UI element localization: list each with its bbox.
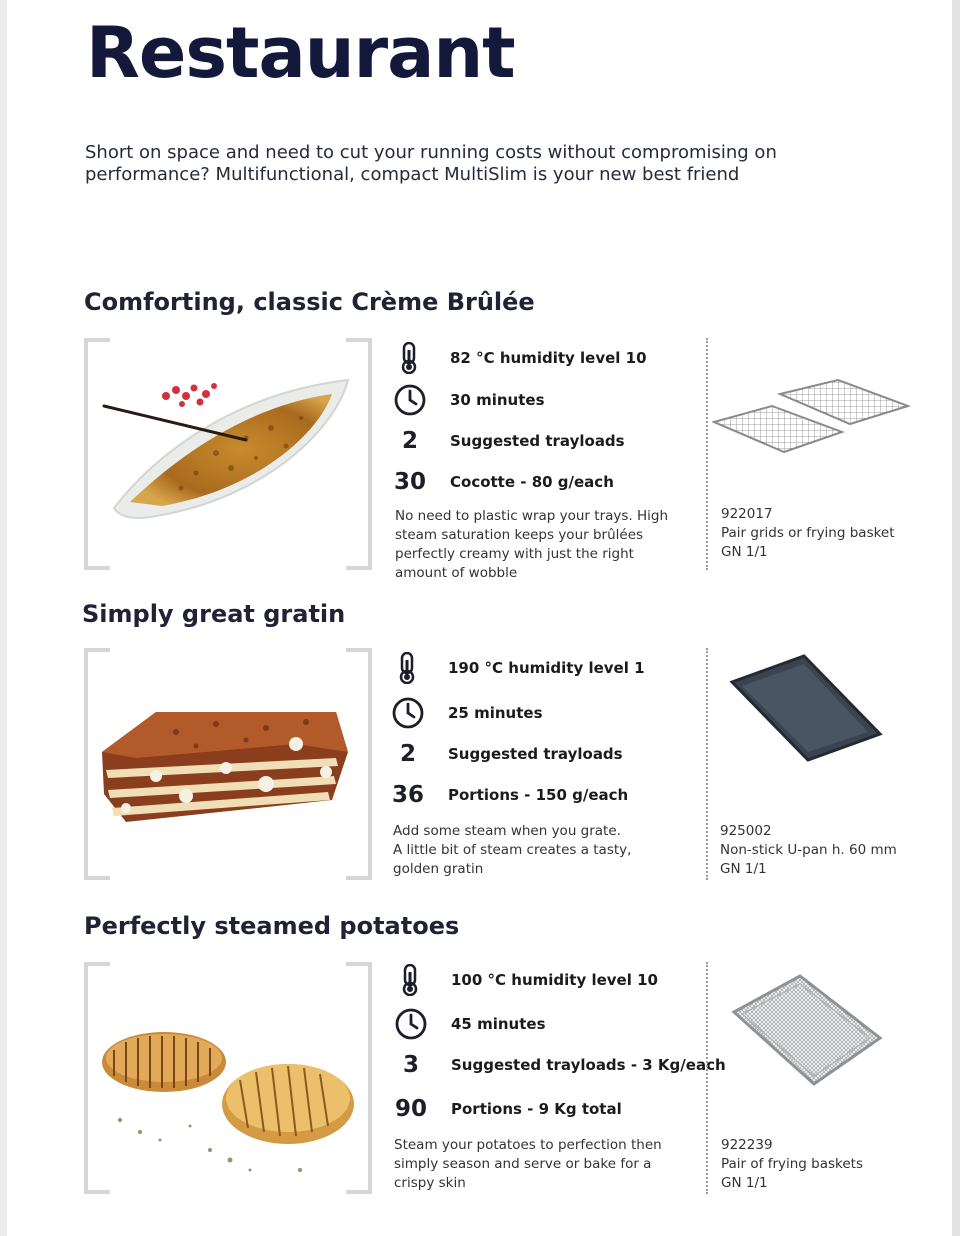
spec-time-text: 30 minutes [450,391,545,409]
spec-time-text: 25 minutes [448,704,543,722]
accessory-info [721,1136,921,1193]
page-edge-left [0,0,7,1236]
page-edge-right [952,0,960,1236]
recipe-description: No need to plastic wrap your trays. High steam saturation keeps your brûlées perfectly creamy with just the right amount of wobble [395,508,669,581]
page-title: Restaurant [86,12,515,94]
accessory-info [720,822,920,879]
spec-temperature-text: 82 °C humidity level 10 [450,349,647,367]
portions-number: 90 [394,1096,427,1122]
spec-portions-text: Cocotte - 80 g/each [450,473,614,491]
accessory-info [721,505,921,562]
portions-number: 30 [393,469,426,495]
intro-text: Short on space and need to cut your running costs without compromising on performance? Multifunctional, compact MultiSlim is your new best friend [85,142,777,185]
section-divider [706,962,708,1194]
hasselback-potatoes-photo [100,1000,364,1190]
spec-temperature-text: 100 °C humidity level 10 [451,971,658,989]
section-divider [706,338,708,570]
spec-portions [392,466,702,498]
spec-time [390,697,700,729]
spec-time [392,384,702,416]
spec-time [393,1008,703,1040]
accessory-name: Pair grids or frying basket [721,525,895,541]
trayloads-number: 2 [401,428,418,454]
spec-temperature [393,964,703,996]
spec-trayloads [393,1049,726,1081]
recipe-title: Comforting, classic Crème Brûlée [84,288,535,316]
clock-icon [393,1008,429,1040]
spec-trayloads [390,738,700,770]
creme-brulee-photo [96,358,360,548]
thermometer-icon [393,964,429,996]
accessory-size: GN 1/1 [720,861,767,877]
portions-number: 36 [391,782,424,808]
thermometer-icon [392,342,428,374]
recipe-description: Steam your potatoes to perfection then simply season and serve or bake for a crispy skin [394,1137,662,1191]
recipe-description: Add some steam when you grate. A little bit of steam creates a tasty, golden gratin [393,823,632,877]
accessory-name: Pair of frying baskets [721,1156,864,1172]
section-divider [706,648,708,880]
trayloads-number: 3 [402,1052,419,1078]
accessory-code: 922017 [721,506,773,522]
u-pan-icon [724,652,884,762]
accessory-code: 922239 [721,1137,773,1153]
spec-trayloads-text: Suggested trayloads [450,432,625,450]
recipe-title: Simply great gratin [82,600,346,628]
trayloads-number: 2 [399,741,416,767]
spec-trayloads [392,425,702,457]
frying-basket-icon [728,972,884,1092]
spec-time-text: 45 minutes [451,1015,546,1033]
accessory-name: Non-stick U-pan h. 60 mm [720,842,897,858]
spec-portions [393,1093,703,1125]
spec-portions-text: Portions - 150 g/each [448,786,629,804]
clock-icon [392,384,428,416]
spec-portions [390,779,700,811]
accessory-code: 925002 [720,823,772,839]
spec-temperature [392,342,702,374]
spec-temperature-text: 190 °C humidity level 1 [448,659,645,677]
grid-trays-icon [712,376,912,486]
recipe-title: Perfectly steamed potatoes [84,912,460,940]
accessory-size: GN 1/1 [721,1175,768,1191]
accessory-size: GN 1/1 [721,544,768,560]
spec-temperature [390,652,700,684]
spec-trayloads-text: Suggested trayloads - 3 Kg/each [451,1056,726,1074]
lasagna-photo [96,672,360,862]
clock-icon [390,697,426,729]
spec-portions-text: Portions - 9 Kg total [451,1100,622,1118]
thermometer-icon [390,652,426,684]
spec-trayloads-text: Suggested trayloads [448,745,623,763]
